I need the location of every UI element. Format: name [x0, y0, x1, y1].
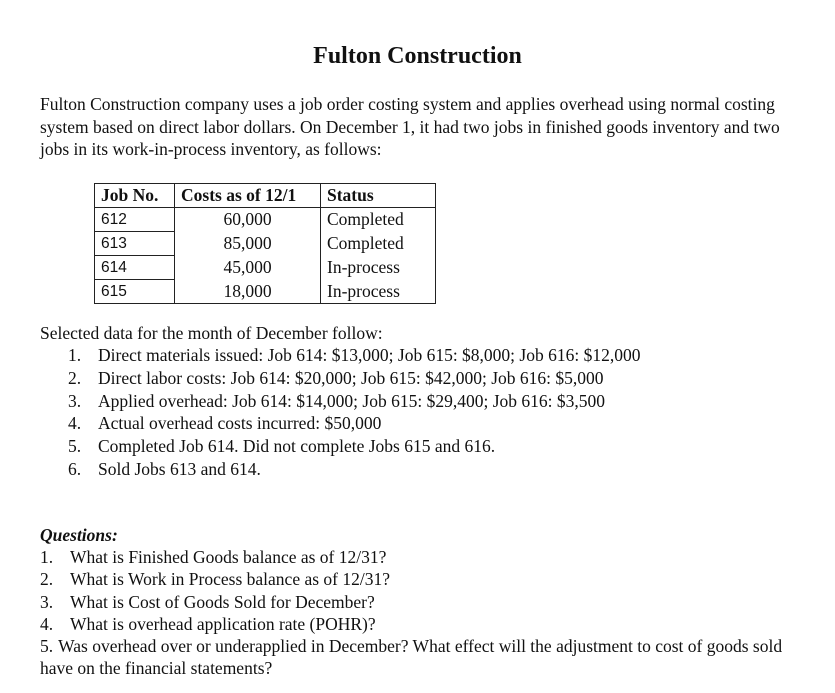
- list-item-number: 4.: [68, 413, 82, 434]
- question-number: 1.: [40, 547, 54, 567]
- job-number-cell: 614: [95, 256, 175, 280]
- question-item: [40, 613, 810, 635]
- list-item-number: 3.: [68, 390, 82, 411]
- document-title: Fulton Construction: [313, 43, 522, 69]
- question-number: 4.: [40, 613, 54, 634]
- question-text: What is Cost of Goods Sold for December?: [70, 591, 375, 612]
- table-row: [95, 232, 436, 256]
- status-cell: In-process: [321, 256, 436, 280]
- table-header-row: [95, 184, 436, 208]
- question-item: [40, 546, 810, 568]
- question-item: [40, 568, 810, 590]
- list-item-number: 1.: [68, 345, 82, 365]
- list-item: [68, 412, 640, 435]
- questions-list: [40, 546, 810, 680]
- selected-data-intro: Selected data for the month of December follow:: [40, 323, 383, 343]
- table-row: [95, 280, 436, 304]
- question-text: Was overhead over or underapplied in December? What effect will the adjustment to cost of goods sold have on the financial statements?: [40, 636, 783, 679]
- list-item-text: Applied overhead: Job 614: $14,000; Job 615: $29,400; Job 616: $3,500: [98, 390, 605, 411]
- list-item-text: Direct labor costs: Job 614: $20,000; Job 615: $42,000; Job 616: $5,000: [98, 367, 604, 388]
- list-item: [68, 344, 640, 367]
- cost-cell: 85,000: [175, 232, 321, 256]
- status-cell: Completed: [321, 208, 436, 232]
- december-data-list: [68, 344, 640, 481]
- status-cell: In-process: [321, 280, 436, 304]
- question-text: What is Finished Goods balance as of 12/31?: [70, 547, 387, 567]
- cost-cell: 18,000: [175, 280, 321, 304]
- question-text: What is overhead application rate (POHR)?: [70, 613, 376, 634]
- question-item: [40, 591, 810, 613]
- header-costs: Costs as of 12/1: [175, 184, 321, 208]
- question-number: 3.: [40, 591, 54, 612]
- list-item: [68, 390, 640, 413]
- list-item-text: Actual overhead costs incurred: $50,000: [98, 413, 382, 434]
- job-number-cell: 612: [95, 208, 175, 232]
- intro-paragraph: Fulton Construction company uses a job order costing system and applies overhead using normal costing system based on direct labor dollars. On December 1, it had two jobs in finished goods inventory and two jobs in its work-in-process inventory, as follows:: [40, 94, 780, 159]
- questions-heading: Questions:: [40, 525, 118, 545]
- cost-cell: 60,000: [175, 208, 321, 232]
- question-item: [40, 635, 810, 680]
- job-number-cell: 615: [95, 280, 175, 304]
- table-row: [95, 256, 436, 280]
- question-number: 5.: [40, 636, 54, 657]
- header-status: Status: [321, 184, 436, 208]
- header-job-no: Job No.: [95, 184, 175, 208]
- status-cell: Completed: [321, 232, 436, 256]
- list-item-text: Direct materials issued: Job 614: $13,000; Job 615: $8,000; Job 616: $12,000: [98, 345, 641, 365]
- question-number: 2.: [40, 569, 54, 590]
- question-text: What is Work in Process balance as of 12/31?: [70, 569, 390, 590]
- list-item-number: 2.: [68, 367, 82, 388]
- list-item: [68, 435, 640, 458]
- cost-cell: 45,000: [175, 256, 321, 280]
- job-number-cell: 613: [95, 232, 175, 256]
- table-row: [95, 208, 436, 232]
- list-item: [68, 367, 640, 390]
- list-item-number: 5.: [68, 436, 82, 457]
- list-item-number: 6.: [68, 458, 82, 479]
- list-item-text: Completed Job 614. Did not complete Jobs 615 and 616.: [98, 436, 496, 457]
- list-item: [68, 458, 640, 481]
- list-item-text: Sold Jobs 613 and 614.: [98, 458, 261, 479]
- jobs-table: [94, 183, 436, 304]
